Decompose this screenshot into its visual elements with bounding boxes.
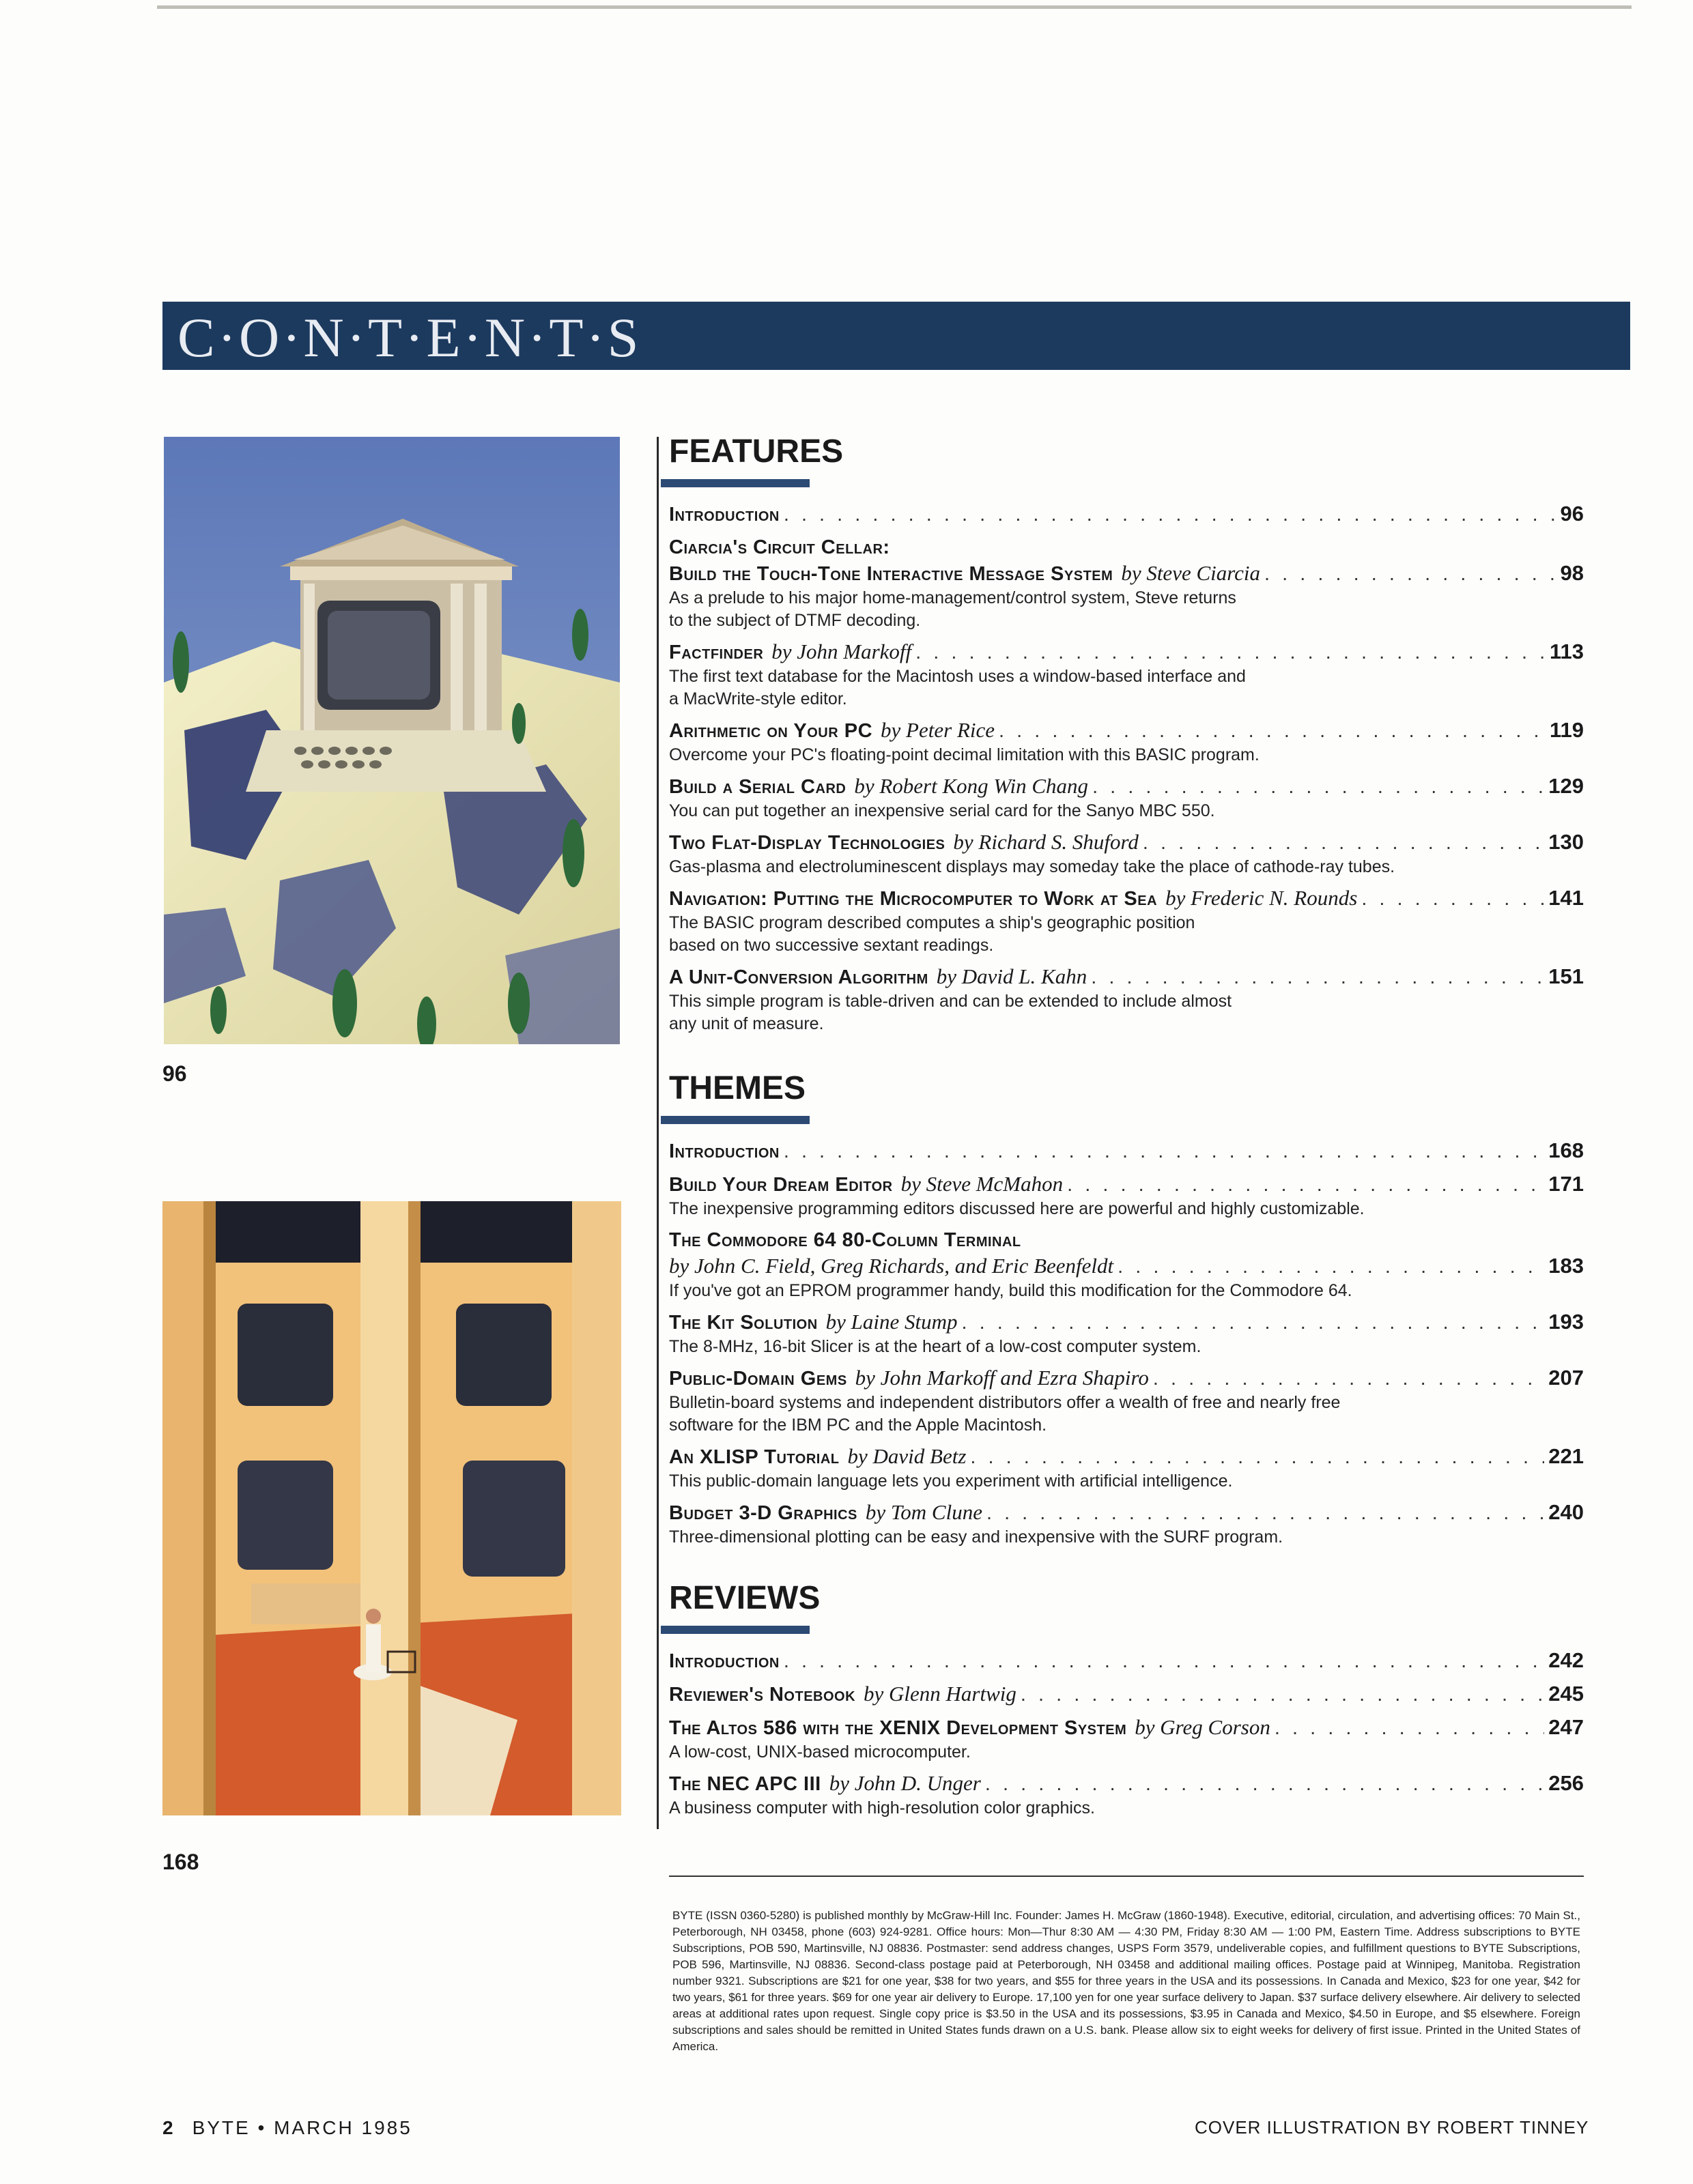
illustration-temple-computer: [164, 437, 620, 1044]
toc-entry-title: The Altos 586 with the XENIX Development System: [669, 1717, 1127, 1739]
toc-entry-line: [669, 717, 1584, 744]
toc-entry-page: 247: [1548, 1715, 1584, 1739]
illustration-colonnade-terminals: [162, 1201, 621, 1815]
leader-dots: [1361, 886, 1544, 912]
toc-entry: [669, 964, 1584, 1035]
toc-entry-page: 98: [1560, 561, 1584, 585]
toc-entry-title: An XLISP Tutorial: [669, 1446, 840, 1468]
toc-entry-page: 183: [1548, 1254, 1584, 1278]
toc-entry-page: 130: [1548, 830, 1584, 854]
toc-entry-author: by David Betz: [847, 1444, 967, 1468]
toc-entry: [669, 1227, 1584, 1302]
toc-entry: [669, 885, 1584, 957]
leader-dots: [962, 1310, 1545, 1336]
toc-entry-page: 221: [1548, 1444, 1584, 1468]
toc-entry-title: A Unit-Conversion Algorithm: [669, 966, 928, 988]
toc-entry-line: [669, 1648, 1584, 1674]
toc-entry-description: As a prelude to his major home-management/control system, Steve returns to the subject of DTMF decoding.: [669, 588, 1236, 630]
toc-entry-title: Introduction: [669, 1650, 780, 1672]
leader-dots: [784, 1138, 1544, 1164]
page-number: 2: [162, 2117, 173, 2138]
toc-entry-description: The first text database for the Macintosh uses a window-based interface and a MacWrite-style editor.: [669, 667, 1246, 708]
toc-entry-line: [669, 1714, 1584, 1741]
toc-entry-line: [669, 1499, 1584, 1526]
entry-list: [669, 1138, 1584, 1549]
toc-entry-title: Factfinder: [669, 642, 764, 663]
section-reviews: [669, 1578, 1584, 1826]
toc-entry-author: by John D. Unger: [829, 1771, 981, 1795]
toc-entry-description: The inexpensive programming editors discussed here are powerful and highly customizable.: [669, 1199, 1365, 1218]
section-features: [669, 431, 1584, 1042]
toc-entry: [669, 1171, 1584, 1220]
toc-entry: [669, 1365, 1584, 1437]
section-underline-bar: [661, 1116, 810, 1124]
toc-entry: [669, 1443, 1584, 1493]
leader-dots: [986, 1500, 1544, 1526]
toc-entry-line: [669, 1443, 1584, 1470]
entry-list: [669, 1648, 1584, 1820]
section-heading: THEMES: [669, 1070, 806, 1106]
top-rule: [157, 5, 1632, 9]
toc-entry-page: 129: [1548, 774, 1584, 798]
leader-dots: [1118, 1254, 1544, 1280]
toc-entry-author: by Steve McMahon: [900, 1172, 1064, 1196]
toc-entry-line: [669, 1138, 1584, 1164]
toc-entry-author: by Frederic N. Rounds: [1165, 886, 1358, 910]
leader-dots: [985, 1771, 1544, 1797]
toc-entry: [669, 1714, 1584, 1764]
toc-entry-line: [669, 885, 1584, 912]
toc-entry-line: [669, 964, 1584, 990]
toc-entry-author: by Peter Rice: [881, 718, 995, 742]
illustration-page-ref-96: 96: [162, 1061, 187, 1086]
leader-dots: [784, 502, 1556, 528]
toc-entry-title: Build a Serial Card: [669, 776, 846, 798]
toc-entry-author: by Robert Kong Win Chang: [854, 774, 1089, 798]
toc-entry-author: by John Markoff and Ezra Shapiro: [855, 1366, 1149, 1390]
toc-entry-page: 256: [1548, 1771, 1584, 1795]
toc-entry: [669, 1648, 1584, 1674]
toc-entry-description: This simple program is table-driven and can be extended to include almost any unit of measure.: [669, 992, 1232, 1033]
banner-title: C·O·N·T·E·N·T·S: [177, 306, 642, 369]
toc-entry-description: The 8-MHz, 16-bit Slicer is at the heart of a low-cost computer system.: [669, 1337, 1201, 1356]
toc-entry: [669, 773, 1584, 822]
leader-dots: [999, 718, 1546, 744]
toc-entry-page: 168: [1548, 1138, 1584, 1162]
toc-entry-page: 96: [1560, 502, 1584, 526]
leader-dots: [1091, 964, 1544, 990]
toc-entry-author: by John C. Field, Greg Richards, and Eric Beenfeldt: [669, 1254, 1114, 1278]
toc-entry-author: by Richard S. Shuford: [953, 830, 1139, 854]
toc-entry-author: by Greg Corson: [1135, 1715, 1270, 1739]
toc-entry-page: 113: [1549, 640, 1584, 663]
toc-entry-title: The NEC APC III: [669, 1773, 821, 1795]
toc-entry-description: This public-domain language lets you experiment with artificial intelligence.: [669, 1471, 1233, 1491]
toc-entry-description: Overcome your PC's floating-point decimal limitation with this BASIC program.: [669, 745, 1260, 764]
toc-entry-kicker: The Commodore 64 80-Column Terminal: [669, 1229, 1021, 1251]
toc-entry-title: Build Your Dream Editor: [669, 1174, 893, 1196]
toc-entry-page: 193: [1548, 1310, 1584, 1334]
toc-entry: [669, 1681, 1584, 1708]
toc-entry: [669, 1309, 1584, 1358]
toc-entry-description: Three-dimensional plotting can be easy and inexpensive with the SURF program.: [669, 1527, 1283, 1547]
footer-folio: [162, 2117, 412, 2139]
toc-entry-author: by Glenn Hartwig: [864, 1682, 1016, 1706]
toc-entry-page: 242: [1548, 1648, 1584, 1672]
cover-credit: COVER ILLUSTRATION BY ROBERT TINNEY: [1195, 2117, 1589, 2138]
leader-dots: [1143, 830, 1544, 856]
toc-entry-title: Build the Touch-Tone Interactive Message System: [669, 563, 1113, 585]
toc-entry: [669, 501, 1584, 528]
toc-entry-title: The Kit Solution: [669, 1312, 818, 1334]
magazine-issue: BYTE • MARCH 1985: [192, 2117, 412, 2138]
toc-entry-line: [669, 1253, 1584, 1280]
leader-dots: [1153, 1366, 1544, 1392]
toc-entry-line: [669, 560, 1584, 587]
entry-list: [669, 501, 1584, 1035]
toc-entry: [669, 1138, 1584, 1164]
toc-entry-line: [669, 639, 1584, 665]
toc-entry-title: Navigation: Putting the Microcomputer to Work at Sea: [669, 888, 1158, 910]
toc-entry-title: Two Flat-Display Technologies: [669, 832, 945, 854]
section-themes: [669, 1068, 1584, 1555]
leader-dots: [1067, 1172, 1544, 1198]
toc-entry-description: A business computer with high-resolution color graphics.: [669, 1798, 1095, 1817]
toc-entry: [669, 534, 1584, 632]
contents-banner: [162, 302, 1630, 370]
publication-fine-print: BYTE (ISSN 0360-5280) is published monthly by McGraw-Hill Inc. Founder: James H. McGraw (1860-1948). Executive, editorial, circulation, and advertising offices: 70 Main St., Peterborough, NH 03458, phone (603) 924-9281. Office hours: Mon—Thur 8:30 AM — 4:30 PM, Friday 8:30 AM — 1:00 PM, Eastern Time. Address subscriptions to BYTE Subscriptions, POB 590, Martinsville, NJ 08836. Postmaster: send address changes, USPS Form 3579, undeliverable copies, and fulfillment questions to BYTE Subscriptions, POB 596, Martinsville, NJ 08836. Second-class postage paid at Peterborough, NH 03458 and additional mailing offices. Postage paid at Winnipeg, Manitoba. Registration number 9321. Subscriptions are $21 for one year, $38 for two years, and $55 for three years in the USA and its possessions. In Canada and Mexico, $23 for one year, $42 for two years, $61 for three years. $69 for one year air delivery to Europe. 17,100 yen for one year surface delivery to Japan. $37 surface delivery elsewhere. Air delivery to selected areas at additional rates upon request. Single copy price is $3.50 in the USA and its possessions, $3.95 in Canada and Mexico, $4.50 in Europe, and $5 elsewhere. Foreign subscriptions and sales should be remitted in United States funds drawn on a U.S. bank. Please allow six to eight weeks for delivery of first issue. Printed in the United States of America.: [672, 1909, 1580, 2053]
toc-entry-author: by John Markoff: [771, 640, 912, 663]
section-underline-bar: [661, 1626, 810, 1634]
toc-entry-author: by Tom Clune: [865, 1500, 982, 1524]
toc-entry-line: [669, 1681, 1584, 1708]
illustration-page-ref-168: 168: [162, 1850, 199, 1874]
toc-entry-description: You can put together an inexpensive serial card for the Sanyo MBC 550.: [669, 801, 1215, 820]
toc-entry-page: 240: [1548, 1500, 1584, 1524]
toc-entry-title: Reviewer's Notebook: [669, 1684, 856, 1706]
toc-entry-kicker: Ciarcia's Circuit Cellar:: [669, 536, 890, 558]
toc-entry-description: The BASIC program described computes a ship's geographic position based on two successive sextant readings.: [669, 913, 1195, 955]
toc-entry-author: by Laine Stump: [825, 1310, 958, 1334]
toc-entry-description: Gas-plasma and electroluminescent displays may someday take the place of cathode-ray tubes.: [669, 857, 1395, 876]
section-underline-bar: [661, 479, 810, 487]
toc-entry-line: [669, 829, 1584, 856]
toc-entry-author: by Steve Ciarcia: [1121, 561, 1261, 585]
toc-entry-title: Introduction: [669, 1140, 780, 1162]
toc-entry-line: [669, 1365, 1584, 1392]
toc-entry-title: Public-Domain Gems: [669, 1368, 847, 1390]
toc-entry: [669, 717, 1584, 766]
toc-entry: [669, 639, 1584, 710]
toc-entry-page: 245: [1548, 1682, 1584, 1706]
toc-entry-line: [669, 501, 1584, 528]
column-divider: [657, 437, 659, 1829]
leader-dots: [1021, 1682, 1544, 1708]
toc-entry-page: 171: [1548, 1172, 1584, 1196]
leader-dots: [1092, 774, 1544, 800]
toc-entry-author: by David L. Kahn: [936, 964, 1087, 988]
leader-dots: [784, 1648, 1544, 1674]
toc-entry-description: If you've got an EPROM programmer handy, build this modification for the Commodore 64.: [669, 1281, 1352, 1300]
section-heading: FEATURES: [669, 433, 844, 470]
toc-entry: [669, 1770, 1584, 1820]
toc-entry-page: 207: [1548, 1366, 1584, 1390]
toc-entry-line: [669, 1171, 1584, 1198]
toc-entry-page: 151: [1548, 964, 1584, 988]
toc-entry-page: 141: [1548, 886, 1584, 910]
toc-entry-line: [669, 1770, 1584, 1797]
leader-dots: [915, 640, 1546, 665]
toc-entry-description: A low-cost, UNIX-based microcomputer.: [669, 1742, 971, 1762]
toc-entry-line: [669, 773, 1584, 800]
leader-dots: [1264, 561, 1556, 587]
toc-entry-title: Arithmetic on Your PC: [669, 720, 873, 742]
leader-dots: [970, 1444, 1544, 1470]
leader-dots: [1275, 1715, 1544, 1741]
section-heading: REVIEWS: [669, 1580, 821, 1616]
toc-entry-page: 119: [1549, 718, 1584, 742]
toc-entry: [669, 829, 1584, 878]
footer-rule: [669, 1876, 1584, 1877]
toc-entry-description: Bulletin-board systems and independent distributors offer a wealth of free and nearly free software for the IBM PC and the Apple Macintosh.: [669, 1393, 1341, 1435]
toc-entry-line: [669, 1309, 1584, 1336]
toc-entry: [669, 1499, 1584, 1549]
toc-entry-title: Budget 3-D Graphics: [669, 1502, 857, 1524]
toc-entry-title: Introduction: [669, 504, 780, 526]
